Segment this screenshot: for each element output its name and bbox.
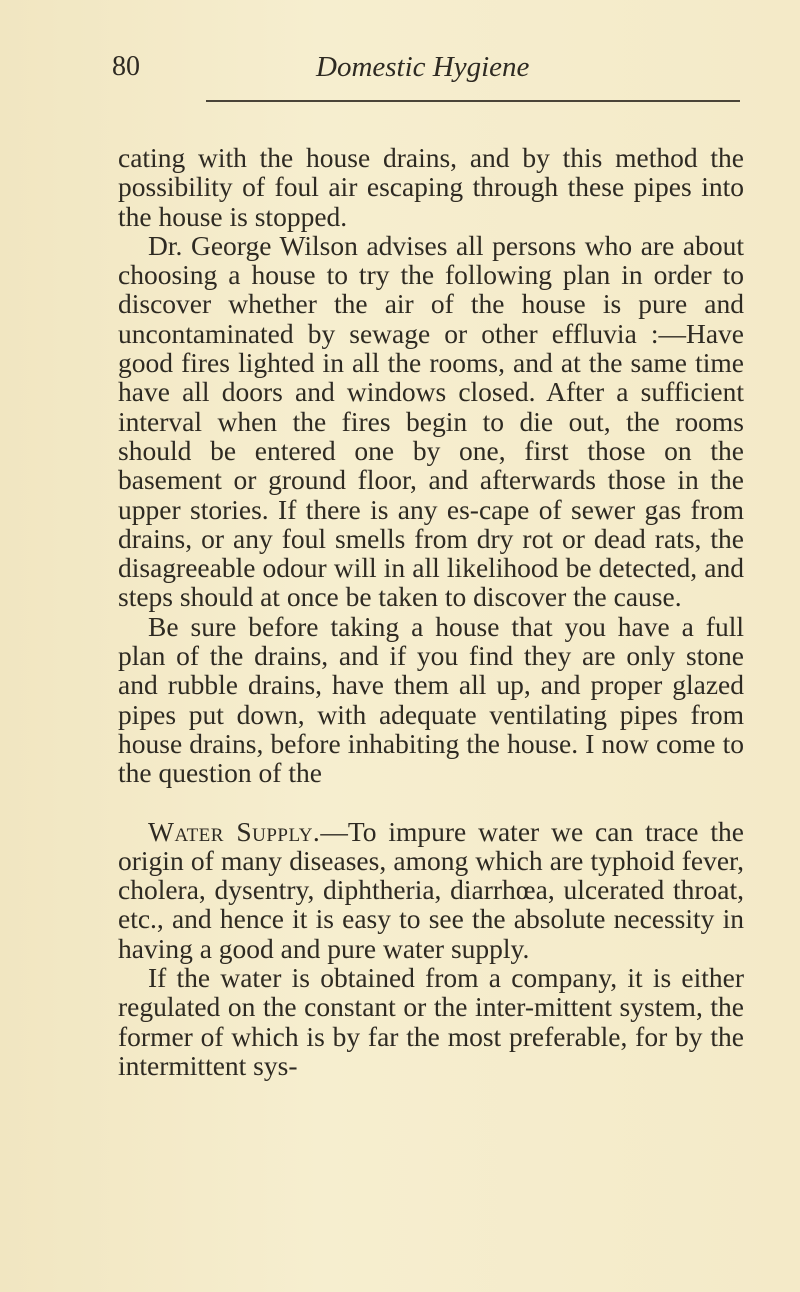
paragraph-water-supply-text: —To impure water we can trace the origin of many diseases, among which are typhoid fever, cholera, dysentry, diphtheria, diarrhœa, ulcerated throat, etc., and hence it is easy to see the absolute necessity in having a good and pure water supply. xyxy=(118,815,744,964)
paragraph-drain-plan: Be sure before taking a house that you have a full plan of the drains, and if you find they are only stone and rubble drains, have them all up, and proper glazed pipes put down, with adequate ventilating pipes from house drains, before inhabiting the house. I now come to the question of the xyxy=(118,610,744,789)
paragraph-wilson-advice: Dr. George Wilson advises all persons who are about choosing a house to try the following plan in order to discover whether the air of the house is pure and uncontaminated by sewage or other effluvia :—Have good fires lighted in all the rooms, and at the same time have all doors and windows closed. After a sufficient interval when the fires begin to die out, the rooms should be entered one by one, first those on the basement or ground floor, and afterwards those in the upper stories. If there is any es-cape of sewer gas from drains, or any foul smells from dry rot or dead rats, the disagreeable odour will in all likelihood be detected, and steps should at once be taken to discover the cause. xyxy=(118,229,744,613)
paragraph-company-water: If the water is obtained from a company, it is either regulated on the constant or the inter-mittent system, the former of which is by far the most preferable, for by the intermittent sys- xyxy=(118,962,744,1081)
running-title: Domestic Hygiene xyxy=(316,51,530,83)
paragraph-continued: cating with the house drains, and by this method the possibility of foul air escaping through these pipes into the house is stopped. xyxy=(118,142,744,232)
section-heading-water-supply: Water Supply. xyxy=(148,815,321,847)
paragraph-water-supply xyxy=(118,817,744,963)
page-number: 80 xyxy=(112,51,140,82)
header-rule xyxy=(206,100,740,102)
body-text xyxy=(118,143,744,1080)
page-header xyxy=(112,50,742,90)
